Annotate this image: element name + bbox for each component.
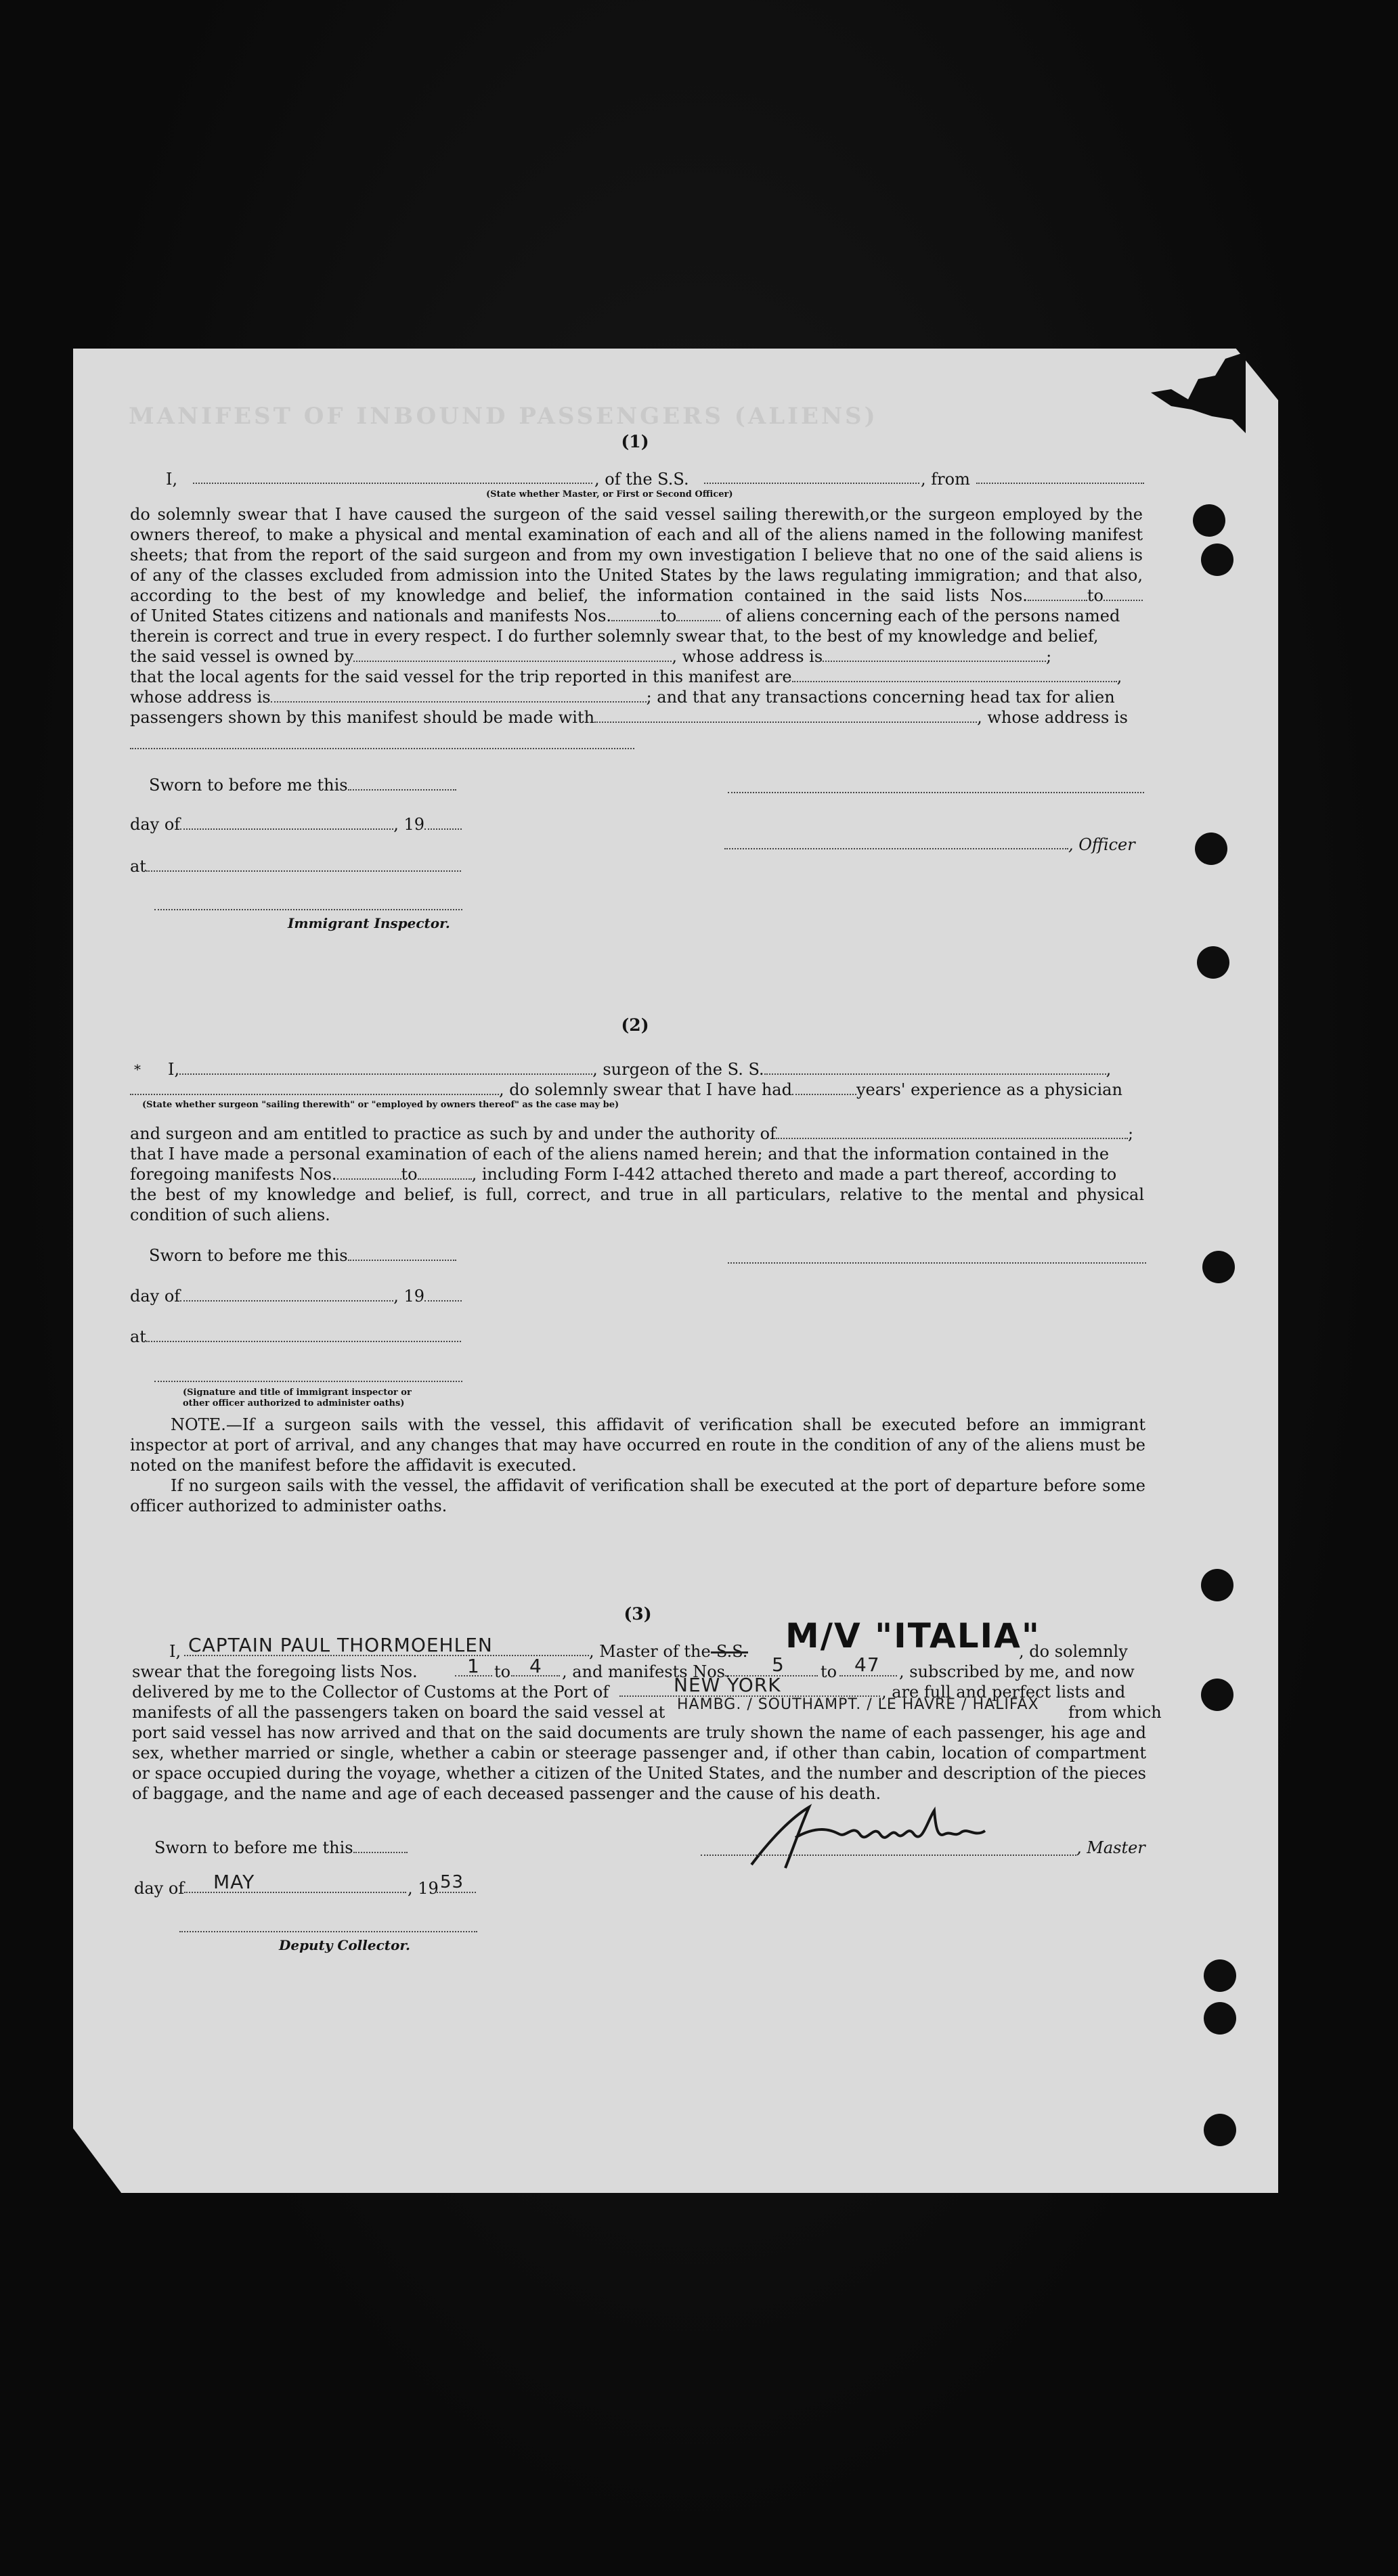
sec1-sworn: Sworn to before me this: [149, 775, 456, 795]
sec1-i-label: I,: [166, 470, 178, 489]
sec3-year-suffix: 53: [440, 1872, 464, 1892]
sec3-master-label: , Master: [1076, 1838, 1145, 1857]
sec1-paragraph: do solemnly swear that I have caused the surgeon of the said vessel sailing therewith,or the surgeon employed by the owners thereof, to make a physical and mental examination of each and all of the aliens named in the following manifest sheets; that from the report of the said surgeon and from my own investigation I believe that no one of the said aliens is of any of the classes excluded from admission into the United States by the laws regulating immigration; and that also, according to the best of my knowledge and belief, the information contained in the said lists Nos. to: [130, 505, 1143, 605]
sec1-name-field: [193, 483, 592, 484]
faint-bleedthrough-header: MANIFEST OF INBOUND PASSENGERS (ALIENS): [129, 403, 878, 430]
punch-hole: [1197, 946, 1229, 979]
sec2-para2: that I have made a personal examination of each of the aliens named herein; and that the information contained in the: [130, 1145, 1110, 1163]
sec3-man-to: 47: [854, 1653, 880, 1676]
sec2-sig-line: [728, 1262, 1146, 1264]
section-3-number: (3): [624, 1604, 652, 1624]
punch-hole: [1201, 543, 1233, 576]
punch-hole: [1204, 2114, 1236, 2146]
sec1-inspector-caption: Immigrant Inspector.: [288, 915, 450, 931]
sec3-ports-from: HAMBG. / SOUTHAMPT. / LE HAVRE / HALIFAX: [677, 1696, 1039, 1713]
sec1-inspector-line: [154, 909, 462, 910]
sec3-master-name: CAPTAIN PAUL THORMOEHLEN: [188, 1634, 493, 1656]
punch-hole: [1204, 1959, 1236, 1992]
sec3-to-1: to: [494, 1662, 511, 1681]
sec2-sworn: Sworn to before me this: [149, 1245, 456, 1266]
punch-hole: [1202, 1251, 1235, 1283]
sec3-manifests-of: manifests of all the passengers taken on board the said vessel at: [132, 1703, 665, 1722]
sec1-passengers: passengers shown by this manifest should be made with , whose address is: [130, 708, 1128, 727]
sec2-para1: and surgeon and am entitled to practice as such by and under the authority of ;: [130, 1124, 1134, 1143]
sec3-do-solemnly: , do solemnly: [1019, 1642, 1128, 1661]
sec1-day-of: day of , 19: [130, 814, 462, 835]
sec3-port: NEW YORK: [674, 1674, 781, 1696]
sec2-sig-note-1: (Signature and title of immigrant inspector or: [183, 1387, 412, 1398]
sec3-list-to: 4: [529, 1655, 542, 1677]
sec2-note: NOTE.—If a surgeon sails with the vessel, this affidavit of verification shall be executed before an immigrant inspector at port of arrival, and any changes that may have occurred en route in the condition of any of the aliens must be noted on the manifest before the affidavit is executed.: [130, 1415, 1145, 1475]
sec3-from-which: from which: [1068, 1703, 1162, 1722]
sec3-master-line: [701, 1855, 1076, 1856]
section-1-number: (1): [621, 432, 649, 451]
punch-hole: [1195, 832, 1227, 865]
punch-hole: [1201, 1679, 1233, 1711]
sec3-master-of: , Master of the: [589, 1642, 711, 1661]
section-2-number: (2): [621, 1015, 649, 1035]
sec3-year-field: [437, 1892, 476, 1893]
sec2-i-line: I, , surgeon of the S. S. ,: [168, 1060, 1112, 1079]
sec3-are-full: , are full and perfect lists and: [881, 1683, 1126, 1702]
sec3-and-manifests: , and manifests Nos.: [562, 1662, 730, 1681]
sec3-subscribed: , subscribed by me, and now: [899, 1662, 1135, 1681]
sec1-us-citizens: of United States citizens and nationals and manifests Nos. to of aliens concerning each of the persons named: [130, 606, 1120, 625]
sec3-delivered: delivered by me to the Collector of Customs at the Port of: [132, 1683, 609, 1702]
sec3-vessel-name: M/V "ITALIA": [785, 1616, 1041, 1656]
sec2-para4: the best of my knowledge and belief, is full, correct, and true in all particulars, relative to the mental and physical condition of such aliens.: [130, 1185, 1144, 1224]
sec2-sig-note-2: other officer authorized to administer oaths): [183, 1398, 405, 1408]
master-signature: [745, 1797, 1002, 1875]
sec2-asterisk: *: [134, 1061, 141, 1078]
sec1-ofss-label: , of the S.S.: [594, 470, 689, 489]
sec3-sworn: Sworn to before me this: [154, 1838, 408, 1858]
sec3-deputy-caption: Deputy Collector.: [279, 1937, 411, 1953]
sec1-from-field: [976, 483, 1144, 484]
sec2-sig-caption-line: [154, 1381, 462, 1382]
sec3-year-prefix: , 19: [408, 1879, 439, 1898]
sec2-state-note: (State whether surgeon "sailing therewith" or "employed by owners thereof" as the case may be): [142, 1100, 619, 1110]
sec2-para3: foregoing manifests Nos. to , including Form I-442 attached thereto and made a part thereof, according to: [130, 1165, 1117, 1184]
sec1-whose-address: whose address is ; and that any transactions concerning head tax for alien: [130, 688, 1115, 707]
sec1-officer-label: , Officer: [1068, 835, 1135, 854]
sec1-therein: therein is correct and true in every respect. I do further solemnly swear that, to the best of my knowledge and belief,: [130, 627, 1099, 646]
sec3-body: port said vessel has now arrived and that on the said documents are truly shown the name of each passenger, his age and sex, whether married or single, whether a cabin or steerage passenger and, if other than cabin, location of compartment or space occupied during the voyage, whether a citizen of the United States, and the number and description of the pieces of baggage, and the name and age of each deceased passenger and the cause of his death.: [132, 1723, 1146, 1803]
punch-hole: [1201, 1569, 1233, 1601]
sec1-at: at: [130, 856, 461, 876]
sec3-name-field: [184, 1655, 589, 1656]
sec2-note2: If no surgeon sails with the vessel, the affidavit of verification shall be executed at the port of departure before some officer authorized to administer oaths.: [130, 1476, 1145, 1515]
sec3-month: MAY: [213, 1871, 255, 1893]
sec2-at: at: [130, 1327, 461, 1347]
sec1-from-label: , from: [921, 470, 970, 489]
torn-corner-icon: [1151, 352, 1246, 433]
sec3-i-label: I,: [169, 1642, 181, 1661]
sec3-swear: swear that the foregoing lists Nos.: [132, 1662, 418, 1681]
sec3-deputy-line: [179, 1931, 477, 1932]
punch-hole: [1204, 2002, 1236, 2035]
sec2-swear-line: , do solemnly swear that I have had years' experience as a physician: [130, 1080, 1122, 1100]
sec3-strikeout: [711, 1651, 748, 1653]
sec1-local-agents: that the local agents for the said vessel for the trip reported in this manifest are ,: [130, 667, 1122, 686]
sec1-address-field: [130, 748, 634, 749]
sec3-list-from: 1: [467, 1655, 480, 1677]
sec3-ss-struck: S.S.: [716, 1642, 748, 1661]
sec3-to-2: to: [821, 1662, 837, 1681]
sec1-owned-by: the said vessel is owned by , whose address is ;: [130, 647, 1052, 666]
sec3-man-from: 5: [772, 1653, 785, 1676]
sec1-officer-line: [724, 848, 1068, 849]
sec2-day-of: day of , 19: [130, 1286, 462, 1306]
sec1-vessel-field: [704, 483, 919, 484]
sec1-officer-sig-line: [728, 792, 1144, 793]
sec1-state-note: (State whether Master, or First or Second Officer): [486, 489, 733, 499]
punch-hole: [1193, 504, 1225, 537]
sec3-day-of: day of: [134, 1879, 185, 1898]
